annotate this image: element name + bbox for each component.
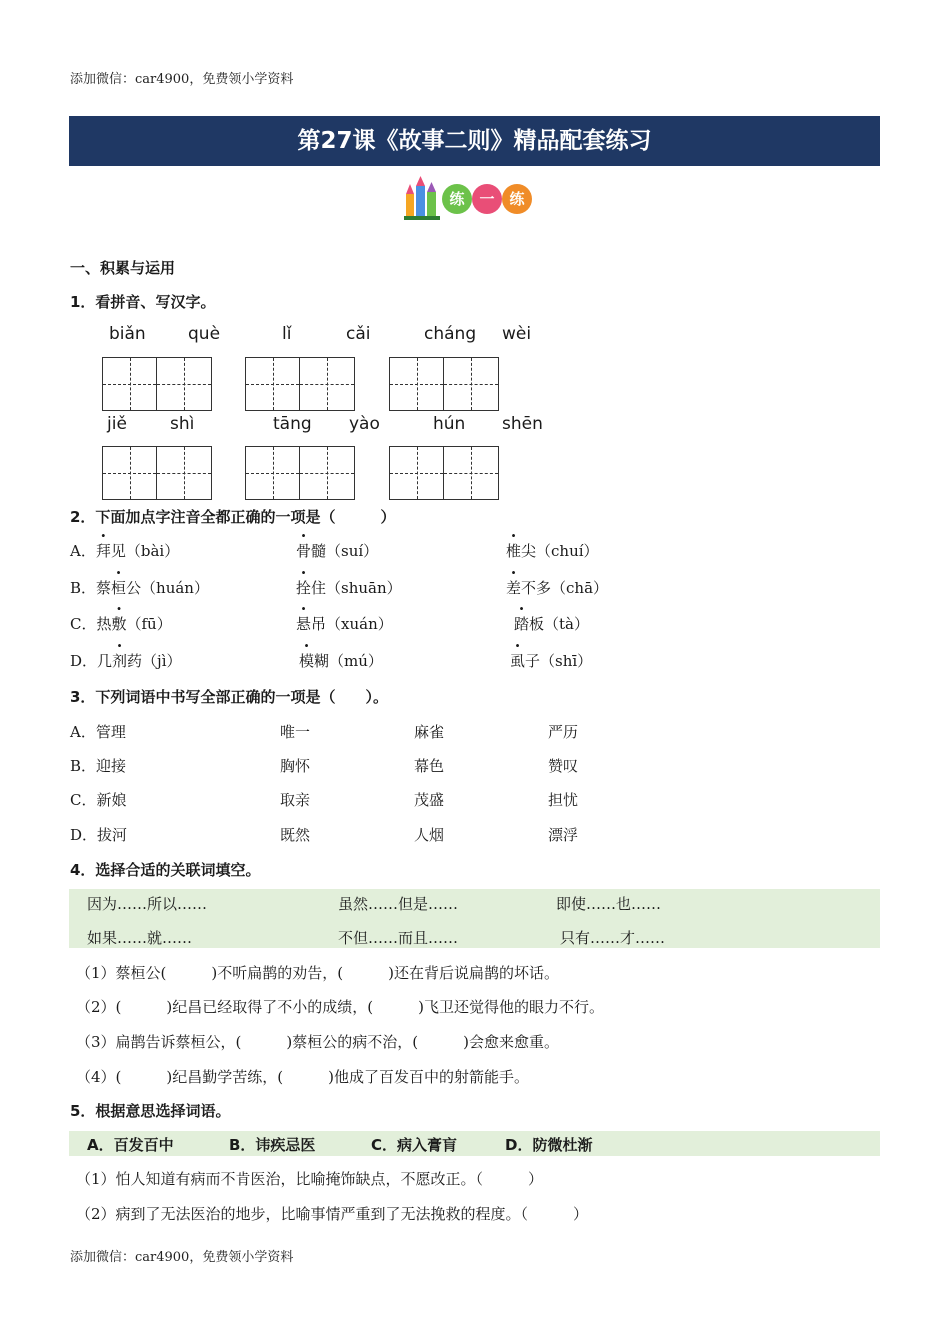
word: 漂浮 bbox=[548, 826, 579, 844]
conjunction: 不但……而且…… bbox=[338, 929, 459, 947]
fill-blank-item[interactable]: （1）怕人知道有病而不肯医治，比喻掩饰缺点，不愿改正。（ ） bbox=[76, 1170, 544, 1188]
choice: A．百发百中 bbox=[87, 1136, 174, 1154]
fill-blank-item[interactable]: （2）病到了无法医治的地步，比喻事情严重到了无法挽救的程度。（ ） bbox=[76, 1205, 589, 1223]
pinyin: lǐ bbox=[282, 324, 292, 344]
logo-char-2: 一 bbox=[472, 184, 502, 214]
logo-char-3: 练 bbox=[502, 184, 532, 214]
pinyin: jiě bbox=[107, 414, 127, 434]
option-d-3: 虱子（shī） bbox=[510, 652, 593, 670]
watermark-top: 添加微信：car4900，免费领小学资料 bbox=[70, 72, 294, 87]
writing-grid[interactable] bbox=[102, 446, 212, 500]
pinyin: shēn bbox=[502, 414, 543, 434]
pinyin: cǎi bbox=[346, 324, 371, 344]
conjunction: 虽然……但是…… bbox=[338, 895, 459, 913]
word: 茂盛 bbox=[414, 791, 445, 809]
option-b-3: 差不多（chā） bbox=[506, 579, 609, 597]
word: 担忧 bbox=[548, 791, 579, 809]
pinyin: yào bbox=[349, 414, 380, 434]
option-d-2: 模糊（mú） bbox=[299, 652, 383, 670]
word: 幕色 bbox=[414, 757, 445, 775]
practice-logo bbox=[404, 176, 534, 220]
pinyin: hún bbox=[433, 414, 466, 434]
option-b-2: 拴住（shuān） bbox=[296, 579, 402, 597]
writing-grid[interactable] bbox=[102, 357, 212, 411]
option-c-1[interactable]: C．热敷（fū） bbox=[70, 615, 172, 633]
choice: C．病入膏肓 bbox=[371, 1136, 458, 1154]
question-3-title: 3．下列词语中书写全部正确的一项是（ ）。 bbox=[70, 688, 388, 706]
option-b-1[interactable]: B．蔡桓公（huán） bbox=[70, 579, 209, 597]
conjunction: 如果……就…… bbox=[87, 929, 193, 947]
option-a-1[interactable]: A．拜见（bài） bbox=[70, 542, 180, 560]
pinyin: què bbox=[188, 324, 221, 344]
fill-blank-item[interactable]: （4）( )纪昌勤学苦练，( )他成了百发百中的射箭能手。 bbox=[76, 1068, 529, 1086]
writing-grid[interactable] bbox=[245, 446, 355, 500]
pinyin: wèi bbox=[502, 324, 532, 344]
word: 麻雀 bbox=[414, 723, 445, 741]
question-2-title: 2．下面加点字注音全都正确的一项是（ ） bbox=[70, 508, 396, 526]
option-d[interactable]: D．拔河 bbox=[70, 826, 128, 844]
pinyin: cháng bbox=[424, 324, 477, 344]
question-5-title: 5．根据意思选择词语。 bbox=[70, 1102, 231, 1120]
word: 唯一 bbox=[280, 723, 311, 741]
word: 胸怀 bbox=[280, 757, 311, 775]
castle-icon bbox=[404, 176, 442, 220]
logo-char-1: 练 bbox=[442, 184, 472, 214]
option-d-1[interactable]: D．几剂药（jì） bbox=[70, 652, 182, 670]
writing-grid[interactable] bbox=[389, 446, 499, 500]
option-c-3: 踏板（tà） bbox=[514, 615, 589, 633]
option-c[interactable]: C．新娘 bbox=[70, 791, 127, 809]
choice: B．讳疾忌医 bbox=[229, 1136, 316, 1154]
conjunction: 只有……才…… bbox=[560, 929, 666, 947]
pinyin: biǎn bbox=[109, 324, 146, 344]
option-a[interactable]: A．管理 bbox=[70, 723, 126, 741]
option-a-3: 椎尖（chuí） bbox=[506, 542, 599, 560]
word: 赞叹 bbox=[548, 757, 579, 775]
word: 严历 bbox=[548, 723, 579, 741]
word: 取亲 bbox=[280, 791, 311, 809]
page-title: 第27课《故事二则》精品配套练习 bbox=[69, 116, 880, 166]
word: 人烟 bbox=[414, 826, 445, 844]
conjunction: 即使……也…… bbox=[556, 895, 662, 913]
section-heading: 一、积累与运用 bbox=[70, 259, 176, 277]
option-c-2: 悬吊（xuán） bbox=[296, 615, 393, 633]
fill-blank-item[interactable]: （1）蔡桓公( )不听扁鹊的劝告，( )还在背后说扁鹊的坏话。 bbox=[76, 964, 559, 982]
option-b[interactable]: B．迎接 bbox=[70, 757, 127, 775]
fill-blank-item[interactable]: （3）扁鹊告诉蔡桓公，( )蔡桓公的病不治，( )会愈来愈重。 bbox=[76, 1033, 559, 1051]
question-4-title: 4．选择合适的关联词填空。 bbox=[70, 861, 261, 879]
conjunction: 因为……所以…… bbox=[87, 895, 208, 913]
choice-bank bbox=[69, 1131, 880, 1156]
word: 既然 bbox=[280, 826, 311, 844]
pinyin: tāng bbox=[273, 414, 312, 434]
choice: D．防微杜渐 bbox=[505, 1136, 593, 1154]
pinyin: shì bbox=[170, 414, 195, 434]
option-a-2: 骨髓（suí） bbox=[296, 542, 379, 560]
fill-blank-item[interactable]: （2）( )纪昌已经取得了不小的成绩，( )飞卫还觉得他的眼力不行。 bbox=[76, 998, 604, 1016]
watermark-bottom: 添加微信：car4900，免费领小学资料 bbox=[70, 1250, 294, 1265]
question-1-title: 1．看拼音、写汉字。 bbox=[70, 293, 216, 311]
writing-grid[interactable] bbox=[389, 357, 499, 411]
writing-grid[interactable] bbox=[245, 357, 355, 411]
